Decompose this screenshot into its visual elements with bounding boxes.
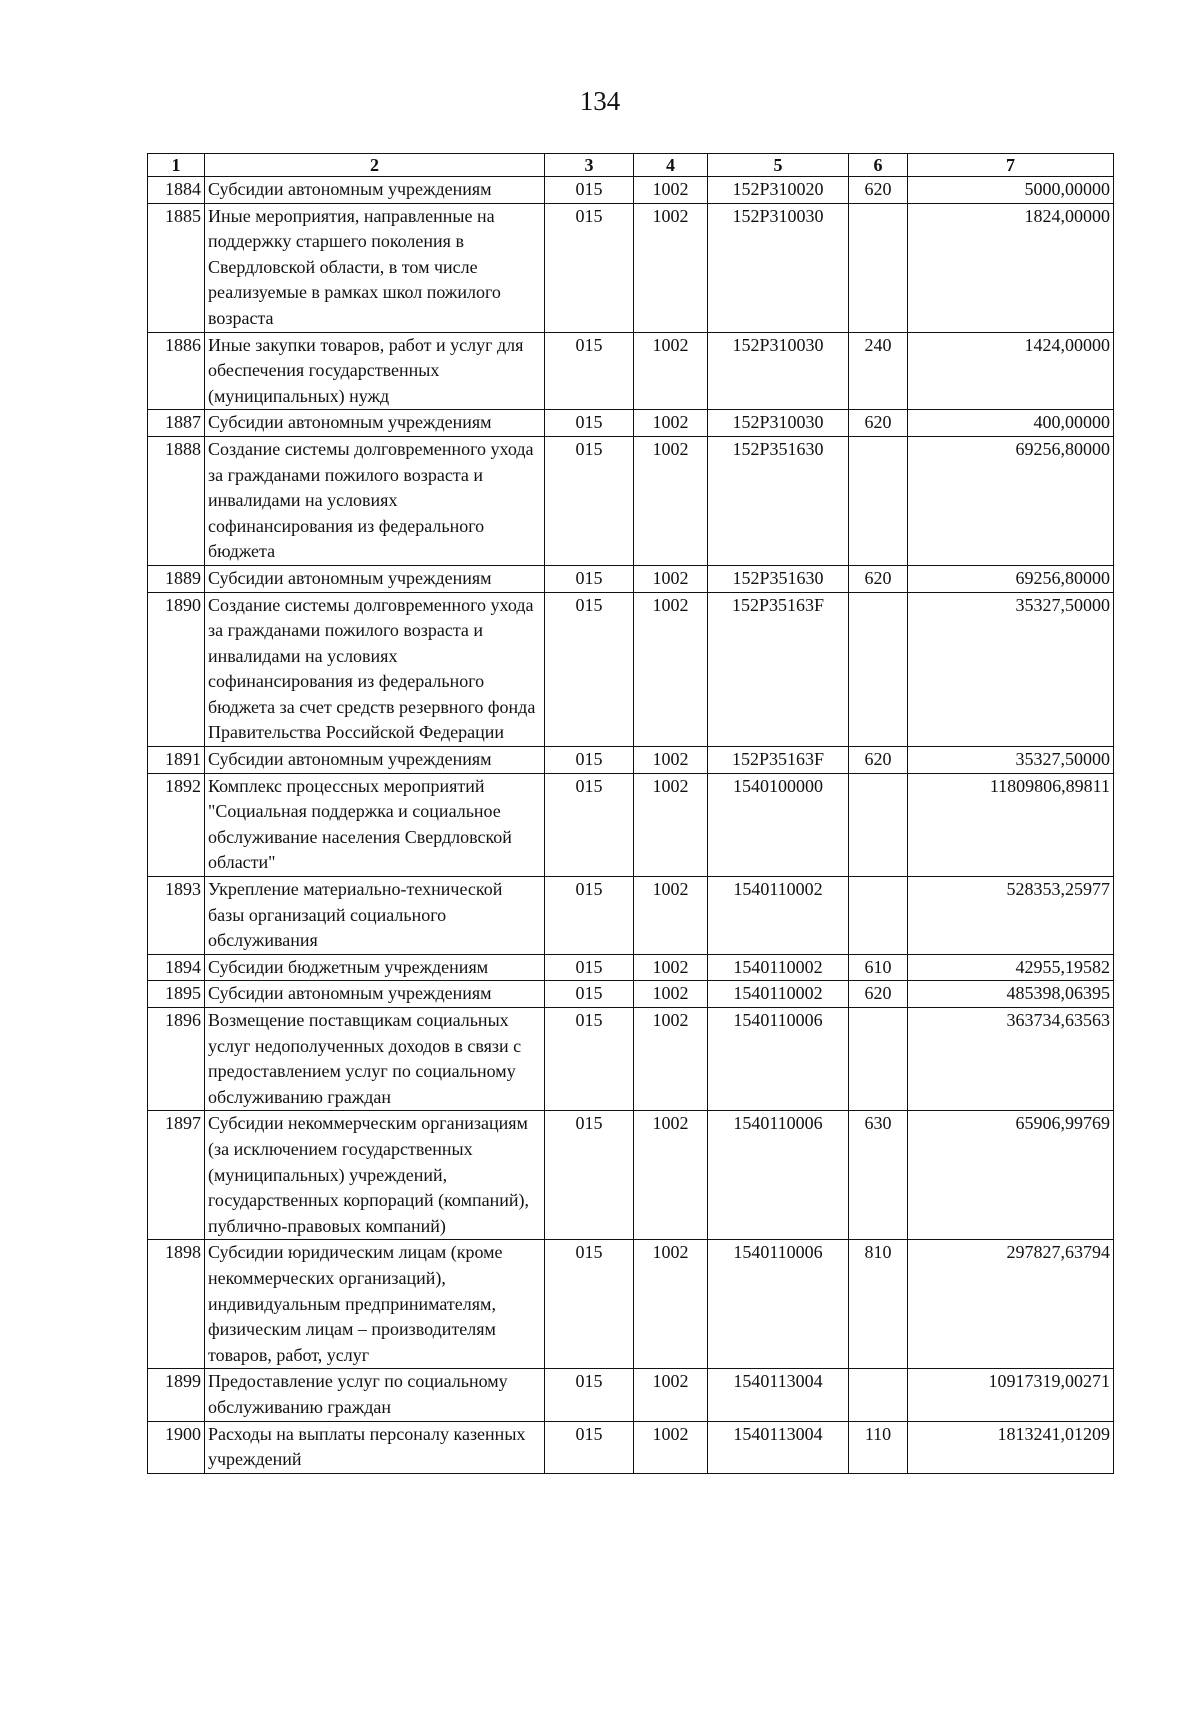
row-amount: 400,00000: [908, 410, 1114, 437]
page-number: 134: [579, 86, 621, 116]
row-number: 1887: [148, 410, 205, 437]
row-amount: 1813241,01209: [908, 1421, 1114, 1473]
row-col-5: 1540110006: [708, 1111, 849, 1240]
row-col-5: 1540110006: [708, 1008, 849, 1111]
row-col-5: 1540113004: [708, 1421, 849, 1473]
header-col-4: 4: [634, 154, 708, 177]
row-number: 1885: [148, 203, 205, 332]
row-col-4: 1002: [634, 1111, 708, 1240]
row-name: Расходы на выплаты персоналу казенных учреждений: [205, 1421, 545, 1473]
row-col-3: 015: [545, 954, 634, 981]
row-name: Возмещение поставщикам социальных услуг недополученных доходов в связи с предоставлением услуг по социальному обслуживанию граждан: [205, 1008, 545, 1111]
row-col-3: 015: [545, 203, 634, 332]
header-col-3: 3: [545, 154, 634, 177]
row-number: 1899: [148, 1369, 205, 1421]
row-col-4: 1002: [634, 177, 708, 204]
row-col-5: 152Р351630: [708, 565, 849, 592]
row-col-3: 015: [545, 1240, 634, 1369]
row-col-3: 015: [545, 773, 634, 876]
row-amount: 35327,50000: [908, 592, 1114, 747]
table-row: [148, 177, 1114, 204]
row-col-4: 1002: [634, 1369, 708, 1421]
row-col-4: 1002: [634, 203, 708, 332]
row-amount: 69256,80000: [908, 565, 1114, 592]
row-col-5: 1540110006: [708, 1240, 849, 1369]
header-col-6: 6: [849, 154, 908, 177]
row-col-3: 015: [545, 1111, 634, 1240]
row-col-6: 620: [849, 747, 908, 774]
row-col-6: 620: [849, 410, 908, 437]
row-col-5: 1540110002: [708, 981, 849, 1008]
row-col-6: 620: [849, 565, 908, 592]
row-col-4: 1002: [634, 410, 708, 437]
row-amount: 528353,25977: [908, 877, 1114, 955]
row-number: 1898: [148, 1240, 205, 1369]
row-col-5: 1540110002: [708, 877, 849, 955]
table-header: [148, 154, 1114, 177]
row-number: 1897: [148, 1111, 205, 1240]
row-col-6: 110: [849, 1421, 908, 1473]
row-col-3: 015: [545, 565, 634, 592]
row-col-3: 015: [545, 747, 634, 774]
row-col-6: 620: [849, 177, 908, 204]
table-row: [148, 773, 1114, 876]
row-col-4: 1002: [634, 332, 708, 410]
row-col-6: [849, 773, 908, 876]
row-amount: 11809806,89811: [908, 773, 1114, 876]
row-number: 1895: [148, 981, 205, 1008]
table-row: [148, 1369, 1114, 1421]
table-body: [148, 177, 1114, 1474]
header-col-5: 5: [708, 154, 849, 177]
row-col-4: 1002: [634, 773, 708, 876]
row-col-5: 152Р310030: [708, 332, 849, 410]
row-name: Предоставление услуг по социальному обслуживанию граждан: [205, 1369, 545, 1421]
row-name: Укрепление материально-технической базы организаций социального обслуживания: [205, 877, 545, 955]
row-col-4: 1002: [634, 436, 708, 565]
row-amount: 363734,63563: [908, 1008, 1114, 1111]
table-row: [148, 981, 1114, 1008]
row-name: Создание системы долговременного ухода за гражданами пожилого возраста и инвалидами на условиях софинансирования из федерального бюджета за счет средств резервного фонда Правительства Российской Федерации: [205, 592, 545, 747]
row-col-4: 1002: [634, 877, 708, 955]
row-amount: 65906,99769: [908, 1111, 1114, 1240]
row-col-6: [849, 436, 908, 565]
table-row: [148, 1421, 1114, 1473]
table-row: [148, 565, 1114, 592]
row-number: 1891: [148, 747, 205, 774]
row-col-6: 630: [849, 1111, 908, 1240]
row-amount: 1824,00000: [908, 203, 1114, 332]
row-col-6: 810: [849, 1240, 908, 1369]
row-col-5: 152Р35163F: [708, 747, 849, 774]
header-col-2: 2: [205, 154, 545, 177]
header-col-1: 1: [148, 154, 205, 177]
table-row: [148, 954, 1114, 981]
row-name: Субсидии автономным учреждениям: [205, 747, 545, 774]
budget-table: [147, 153, 1114, 1474]
row-col-4: 1002: [634, 1421, 708, 1473]
row-number: 1893: [148, 877, 205, 955]
row-col-5: 152Р310030: [708, 203, 849, 332]
row-col-3: 015: [545, 332, 634, 410]
row-number: 1890: [148, 592, 205, 747]
row-col-5: 152Р310030: [708, 410, 849, 437]
row-col-6: 620: [849, 981, 908, 1008]
row-name: Субсидии некоммерческим организациям (за исключением государственных (муниципальных) учреждений, государственных корпораций (компаний), публично-правовых компаний): [205, 1111, 545, 1240]
row-col-4: 1002: [634, 565, 708, 592]
row-number: 1896: [148, 1008, 205, 1111]
row-amount: 69256,80000: [908, 436, 1114, 565]
header-row: [148, 154, 1114, 177]
row-col-4: 1002: [634, 981, 708, 1008]
row-name: Иные мероприятия, направленные на поддержку старшего поколения в Свердловской области, в том числе реализуемые в рамках школ пожилого возраста: [205, 203, 545, 332]
row-number: 1892: [148, 773, 205, 876]
row-col-6: [849, 203, 908, 332]
row-number: 1888: [148, 436, 205, 565]
row-name: Субсидии юридическим лицам (кроме некоммерческих организаций), индивидуальным предпринимателям, физическим лицам – производителям товаров, работ, услуг: [205, 1240, 545, 1369]
row-col-3: 015: [545, 981, 634, 1008]
row-amount: 42955,19582: [908, 954, 1114, 981]
row-col-4: 1002: [634, 1240, 708, 1369]
row-col-3: 015: [545, 877, 634, 955]
row-col-5: 152Р351630: [708, 436, 849, 565]
table-row: [148, 410, 1114, 437]
row-col-3: 015: [545, 1369, 634, 1421]
row-col-3: 015: [545, 436, 634, 565]
row-col-6: 240: [849, 332, 908, 410]
row-col-3: 015: [545, 410, 634, 437]
row-name: Иные закупки товаров, работ и услуг для обеспечения государственных (муниципальных) нужд: [205, 332, 545, 410]
table-row: [148, 877, 1114, 955]
table-row: [148, 436, 1114, 565]
row-col-4: 1002: [634, 954, 708, 981]
row-col-4: 1002: [634, 1008, 708, 1111]
row-col-5: 1540113004: [708, 1369, 849, 1421]
row-amount: 35327,50000: [908, 747, 1114, 774]
table-row: [148, 203, 1114, 332]
row-col-6: [849, 877, 908, 955]
row-col-5: 1540100000: [708, 773, 849, 876]
row-name: Субсидии автономным учреждениям: [205, 565, 545, 592]
row-amount: 5000,00000: [908, 177, 1114, 204]
row-name: Субсидии автономным учреждениям: [205, 981, 545, 1008]
row-col-4: 1002: [634, 747, 708, 774]
row-col-3: 015: [545, 1008, 634, 1111]
row-number: 1884: [148, 177, 205, 204]
row-number: 1889: [148, 565, 205, 592]
row-name: Субсидии автономным учреждениям: [205, 177, 545, 204]
table-row: [148, 592, 1114, 747]
row-col-6: [849, 1008, 908, 1111]
header-col-7: 7: [908, 154, 1114, 177]
row-col-6: [849, 592, 908, 747]
row-amount: 10917319,00271: [908, 1369, 1114, 1421]
row-name: Субсидии бюджетным учреждениям: [205, 954, 545, 981]
table-row: [148, 1008, 1114, 1111]
row-amount: 1424,00000: [908, 332, 1114, 410]
table-row: [148, 747, 1114, 774]
row-number: 1900: [148, 1421, 205, 1473]
row-col-6: 610: [849, 954, 908, 981]
table-row: [148, 1240, 1114, 1369]
row-number: 1886: [148, 332, 205, 410]
row-name: Субсидии автономным учреждениям: [205, 410, 545, 437]
row-col-6: [849, 1369, 908, 1421]
row-name: Комплекс процессных мероприятий "Социальная поддержка и социальное обслуживание населения Свердловской области": [205, 773, 545, 876]
row-col-3: 015: [545, 592, 634, 747]
row-col-5: 1540110002: [708, 954, 849, 981]
table-row: [148, 332, 1114, 410]
row-col-3: 015: [545, 177, 634, 204]
row-col-4: 1002: [634, 592, 708, 747]
row-col-5: 152Р310020: [708, 177, 849, 204]
row-number: 1894: [148, 954, 205, 981]
row-amount: 297827,63794: [908, 1240, 1114, 1369]
table-row: [148, 1111, 1114, 1240]
row-col-5: 152Р35163F: [708, 592, 849, 747]
row-col-3: 015: [545, 1421, 634, 1473]
row-amount: 485398,06395: [908, 981, 1114, 1008]
row-name: Создание системы долговременного ухода за гражданами пожилого возраста и инвалидами на условиях софинансирования из федерального бюджета: [205, 436, 545, 565]
